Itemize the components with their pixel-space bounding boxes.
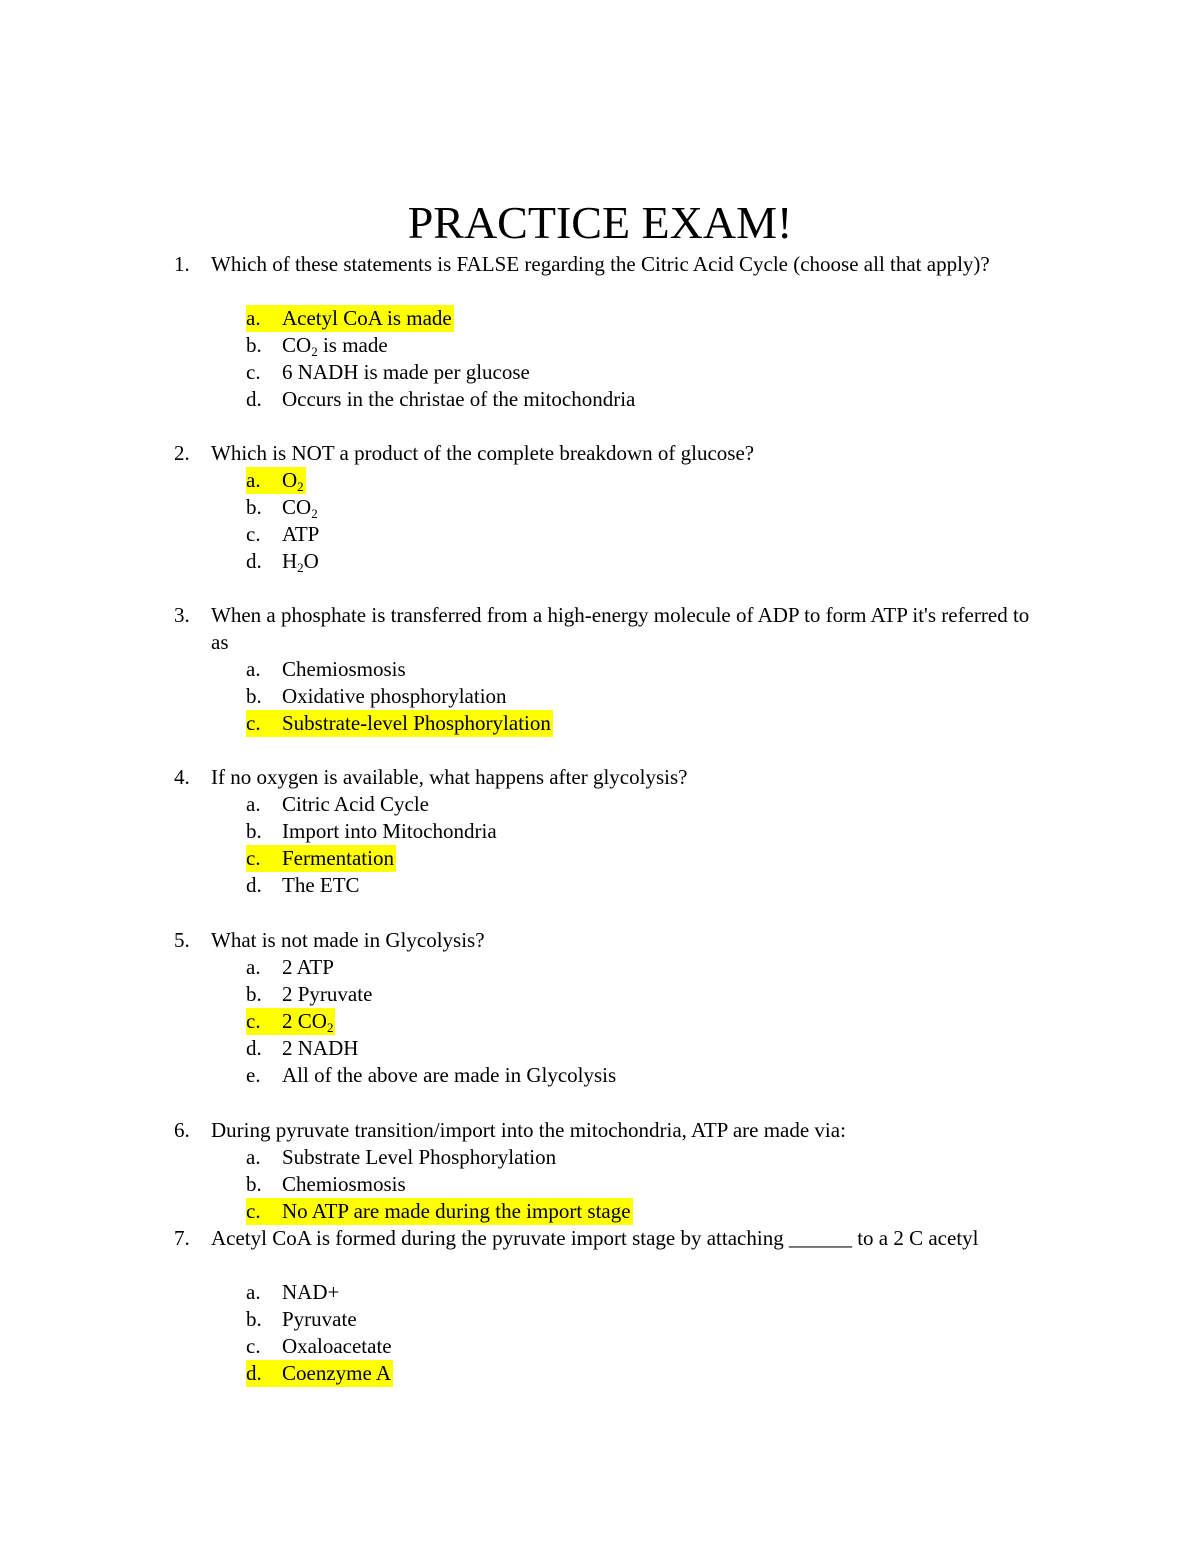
option-letter: a. bbox=[246, 1280, 261, 1304]
answer-option bbox=[246, 1360, 393, 1387]
option-text: $CO_2$ is made bbox=[282, 333, 388, 359]
subscript: 2 bbox=[297, 479, 304, 494]
option-letter: a. bbox=[246, 1145, 261, 1169]
option-list bbox=[246, 954, 616, 1089]
option-text: Oxidative phosphorylation bbox=[282, 684, 507, 708]
option-list bbox=[246, 1279, 393, 1387]
answer-option bbox=[246, 1279, 393, 1306]
option-letter: a. bbox=[246, 955, 261, 979]
option-text: All of the above are made in Glycolysis bbox=[282, 1063, 617, 1087]
option-letter: a. bbox=[246, 792, 261, 816]
option-text: $H_2O$ bbox=[282, 549, 319, 575]
answer-option bbox=[246, 332, 635, 359]
answer-option bbox=[246, 1008, 335, 1035]
option-text: 6 NADH is made per glucose bbox=[282, 360, 530, 384]
option-letter: b. bbox=[246, 684, 262, 708]
answer-option bbox=[246, 386, 635, 413]
option-list bbox=[246, 1144, 633, 1225]
option-letter: d. bbox=[246, 1361, 262, 1385]
answer-option bbox=[246, 683, 553, 710]
subscript: 2 bbox=[311, 344, 318, 359]
option-text: Substrate-level Phosphorylation bbox=[282, 711, 551, 735]
option-text: Citric Acid Cycle bbox=[282, 792, 429, 816]
option-text: Acetyl CoA is made bbox=[282, 306, 452, 330]
question-number: 5. bbox=[174, 928, 190, 952]
option-letter: c. bbox=[246, 711, 261, 735]
question-text: What is not made in Glycolysis? bbox=[211, 928, 485, 952]
question-number: 3. bbox=[174, 603, 190, 627]
question-number: 1. bbox=[174, 252, 190, 276]
option-text: Occurs in the christae of the mitochondria bbox=[282, 387, 636, 411]
option-letter: c. bbox=[246, 1199, 261, 1223]
option-letter: d. bbox=[246, 1036, 262, 1060]
answer-option bbox=[246, 1171, 633, 1198]
option-text: ATP bbox=[282, 522, 320, 546]
answer-option bbox=[246, 1198, 633, 1225]
option-text: Substrate Level Phosphorylation bbox=[282, 1145, 557, 1169]
option-text: Oxaloacetate bbox=[282, 1334, 392, 1358]
option-text: Coenzyme A bbox=[282, 1361, 392, 1385]
option-letter: b. bbox=[246, 495, 262, 519]
question-text: During pyruvate transition/import into the mitochondria, ATP are made via: bbox=[211, 1118, 846, 1142]
option-text: NAD+ bbox=[282, 1280, 340, 1304]
option-text: Import into Mitochondria bbox=[282, 819, 497, 843]
question-text: If no oxygen is available, what happens after glycolysis? bbox=[211, 765, 688, 789]
answer-option bbox=[246, 1035, 616, 1062]
option-letter: b. bbox=[246, 982, 262, 1006]
option-letter: d. bbox=[246, 387, 262, 411]
answer-option bbox=[246, 548, 319, 575]
option-letter: c. bbox=[246, 360, 261, 384]
page-title: PRACTICE EXAM! bbox=[407, 197, 793, 248]
question-text: Which is NOT a product of the complete breakdown of glucose? bbox=[211, 441, 755, 465]
option-letter: c. bbox=[246, 846, 261, 870]
answer-option bbox=[246, 359, 635, 386]
answer-option bbox=[246, 845, 396, 872]
option-text: 2 ATP bbox=[282, 955, 334, 979]
option-text: Chemiosmosis bbox=[282, 657, 406, 681]
answer-option bbox=[246, 872, 497, 899]
question-text: Acetyl CoA is formed during the pyruvate import stage by attaching ______ to a 2 C acetyl bbox=[211, 1226, 979, 1250]
question-number: 6. bbox=[174, 1118, 190, 1142]
question-number: 4. bbox=[174, 765, 190, 789]
option-text: Chemiosmosis bbox=[282, 1172, 406, 1196]
option-letter: a. bbox=[246, 306, 261, 330]
option-letter: c. bbox=[246, 1334, 261, 1358]
question-text: When a phosphate is transferred from a high-energy molecule of ADP to form ATP it's referred to as bbox=[211, 603, 1030, 654]
subscript: 2 bbox=[311, 506, 318, 521]
answer-option bbox=[246, 521, 319, 548]
option-list bbox=[246, 305, 635, 413]
answer-option bbox=[246, 981, 616, 1008]
subscript: 2 bbox=[297, 560, 304, 575]
option-list bbox=[246, 791, 497, 899]
option-text: $O_2$ bbox=[282, 468, 304, 494]
answer-option bbox=[246, 1306, 393, 1333]
option-text: $CO_2$ bbox=[282, 495, 318, 521]
answer-option bbox=[246, 656, 553, 683]
subscript: 2 bbox=[326, 1020, 334, 1035]
answer-option bbox=[246, 710, 553, 737]
option-list bbox=[246, 467, 319, 575]
option-letter: c. bbox=[246, 522, 261, 546]
option-letter: b. bbox=[246, 1172, 262, 1196]
option-text: 2 $CO_2$ bbox=[282, 1009, 334, 1035]
option-letter: b. bbox=[246, 1307, 262, 1331]
answer-option bbox=[246, 791, 497, 818]
answer-option bbox=[246, 305, 454, 332]
option-letter: b. bbox=[246, 819, 262, 843]
question-text: Which of these statements is FALSE regarding the Citric Acid Cycle (choose all that apply)? bbox=[211, 252, 990, 276]
option-text: 2 Pyruvate bbox=[282, 982, 373, 1006]
option-letter: e. bbox=[246, 1063, 261, 1087]
option-letter: a. bbox=[246, 657, 261, 681]
option-text: No ATP are made during the import stage bbox=[282, 1199, 631, 1223]
option-letter: d. bbox=[246, 549, 262, 573]
answer-option bbox=[246, 467, 306, 494]
answer-option bbox=[246, 1144, 633, 1171]
option-text: 2 NADH bbox=[282, 1036, 359, 1060]
option-letter: b. bbox=[246, 333, 262, 357]
answer-option bbox=[246, 818, 497, 845]
option-text: Pyruvate bbox=[282, 1307, 357, 1331]
option-letter: c. bbox=[246, 1009, 261, 1033]
answer-option bbox=[246, 494, 319, 521]
option-list bbox=[246, 656, 553, 737]
question-number: 2. bbox=[174, 441, 190, 465]
option-letter: d. bbox=[246, 873, 262, 897]
option-text: The ETC bbox=[282, 873, 360, 897]
option-letter: a. bbox=[246, 468, 261, 492]
option-text: Fermentation bbox=[282, 846, 394, 870]
answer-option bbox=[246, 1333, 393, 1360]
answer-option bbox=[246, 954, 616, 981]
question-number: 7. bbox=[174, 1226, 190, 1250]
answer-option bbox=[246, 1062, 616, 1089]
